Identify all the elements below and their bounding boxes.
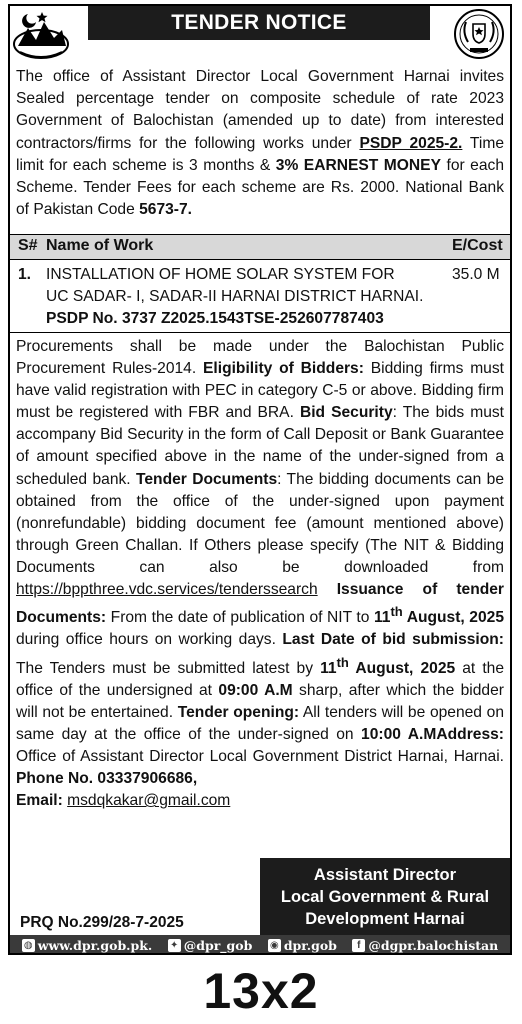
column-header-sno: S# (18, 237, 38, 254)
facebook-label: @dgpr.balochistan (368, 937, 499, 953)
signature-line: Local Government & Rural (280, 888, 490, 906)
issuance-date-day: 11 (373, 609, 391, 627)
government-seal-icon (450, 8, 508, 60)
terms-text: All tenders will be opened on same day at the office of the under-signed on (16, 703, 505, 743)
signature-line: Development Harnai (305, 910, 465, 928)
phone-number: Phone No. 03337906686, (16, 770, 198, 788)
email-link[interactable]: msdqkakar@gmail.com (67, 792, 231, 810)
instagram-icon: ◉ (268, 939, 281, 952)
terms-text: From the date of publication of NIT to (106, 609, 374, 627)
balochistan-emblem-icon (12, 8, 70, 60)
intro-text: The office of Assistant Director Local Government Harnai invites Sealed percentage tender on composite schedule of rate 2023 Government of Balochistan (amended up to date) from interested contractors/firms for the following works under (16, 68, 504, 152)
intro-text: Time limit for each scheme is 3 months & (16, 134, 505, 174)
row-sno: 1. (18, 266, 32, 283)
issuance-date-month: August, 2025 (402, 609, 504, 627)
facebook-icon: f (352, 939, 365, 952)
twitter-label: @dpr_gob (183, 937, 253, 953)
terms-text: sharp, after which the bidder will not be entertained. (16, 681, 504, 721)
work-line: UC SADAR- I, SADAR-II HARNAI DISTRICT HARNAI. (46, 288, 424, 305)
works-table-header (10, 234, 510, 260)
earnest-money-label: 3% EARNEST MONEY (275, 156, 441, 174)
heading-eligibility: Eligibility of Bidders: (203, 360, 364, 378)
opening-time: 10:00 A.M (361, 725, 437, 743)
globe-icon: ◍ (22, 939, 35, 952)
tender-search-link[interactable]: https://bppthree.vdc.services/tenderssearch (16, 581, 318, 599)
psdp-reference: PSDP 2025-2. (359, 134, 463, 152)
heading-address: Address: (436, 725, 504, 743)
heading-issuance: Issuance of tender Documents: (16, 581, 504, 627)
row-work-name (46, 264, 446, 330)
table-row (10, 262, 510, 333)
heading-tender-documents: Tender Documents (136, 470, 278, 488)
signature-line: Assistant Director (313, 866, 457, 884)
submission-date-day: 11 (320, 659, 337, 677)
website-label: www.dpr.gob.pk. (37, 937, 153, 953)
work-line: INSTALLATION OF HOME SOLAR SYSTEM FOR (46, 266, 395, 283)
terms-text: during office hours on working days. (16, 631, 283, 649)
tender-notice (8, 4, 512, 955)
column-header-name: Name of Work (46, 237, 154, 254)
signature-block (260, 858, 510, 936)
footer-instagram[interactable] (268, 938, 337, 953)
terms-text: : The bids must accompany Bid Security in the form of Call Deposit or Bank Guarantee of amount specified above in the name of the under-signed from a scheduled bank. (16, 404, 504, 488)
submission-time: 09:00 A.M (218, 681, 293, 699)
ad-size-label: 13x2 (203, 963, 319, 1019)
page-title: TENDER NOTICE (88, 6, 430, 40)
terms-text: : The bidding documents can be obtained from the office of the under-signed upon payment (nonrefundable) bidding document fee (amount mentioned above) through Green Challan. If Others please specify (The NIT & Bidding Documents can also be downloaded from (16, 470, 504, 576)
submission-date-suffix: th (336, 654, 349, 670)
footer-twitter[interactable] (168, 938, 253, 953)
heading-tender-opening: Tender opening: (177, 703, 300, 721)
terms-text: Bidding firms must have valid registration with PEC in category C-5 or above. Bidding firm must be registered with FBR and BRA. (16, 360, 504, 422)
heading-last-date: Last Date of bid submission: (282, 631, 504, 649)
issuance-date-suffix: th (390, 604, 403, 620)
terms-paragraph (16, 336, 504, 812)
terms-text: Office of Assistant Director Local Government District Harnai, Harnai. (16, 748, 504, 766)
terms-text: The Tenders must be submitted latest by (16, 659, 321, 677)
instagram-label: dpr.gob (283, 937, 337, 953)
footer-facebook[interactable] (352, 938, 498, 953)
prq-number: PRQ No.299/28-7-2025 (20, 914, 184, 931)
submission-date-month: August, 2025 (348, 659, 456, 677)
twitter-icon: ✦ (168, 939, 181, 952)
header (10, 6, 510, 62)
footer-bar (10, 935, 510, 955)
intro-text: for each Scheme. Tender Fees for each scheme are Rs. 2000. National Bank of Pakistan Code (16, 156, 505, 219)
work-psdp-number: PSDP No. 3737 Z2025.1543TSE-252607787403 (46, 310, 384, 327)
terms-text: Procurements shall be made under the Balochistan Public Procurement Rules-2014. (16, 338, 504, 378)
footer-website[interactable] (22, 938, 153, 953)
terms-text: at the office of the undersigned at (16, 659, 505, 699)
row-cost: 35.0 M (452, 266, 500, 283)
intro-paragraph (16, 66, 504, 221)
heading-email: Email: (16, 792, 63, 810)
heading-bid-security: Bid Security (299, 404, 393, 422)
bank-code: 5673-7. (139, 201, 192, 219)
column-header-cost: E/Cost (452, 237, 503, 254)
